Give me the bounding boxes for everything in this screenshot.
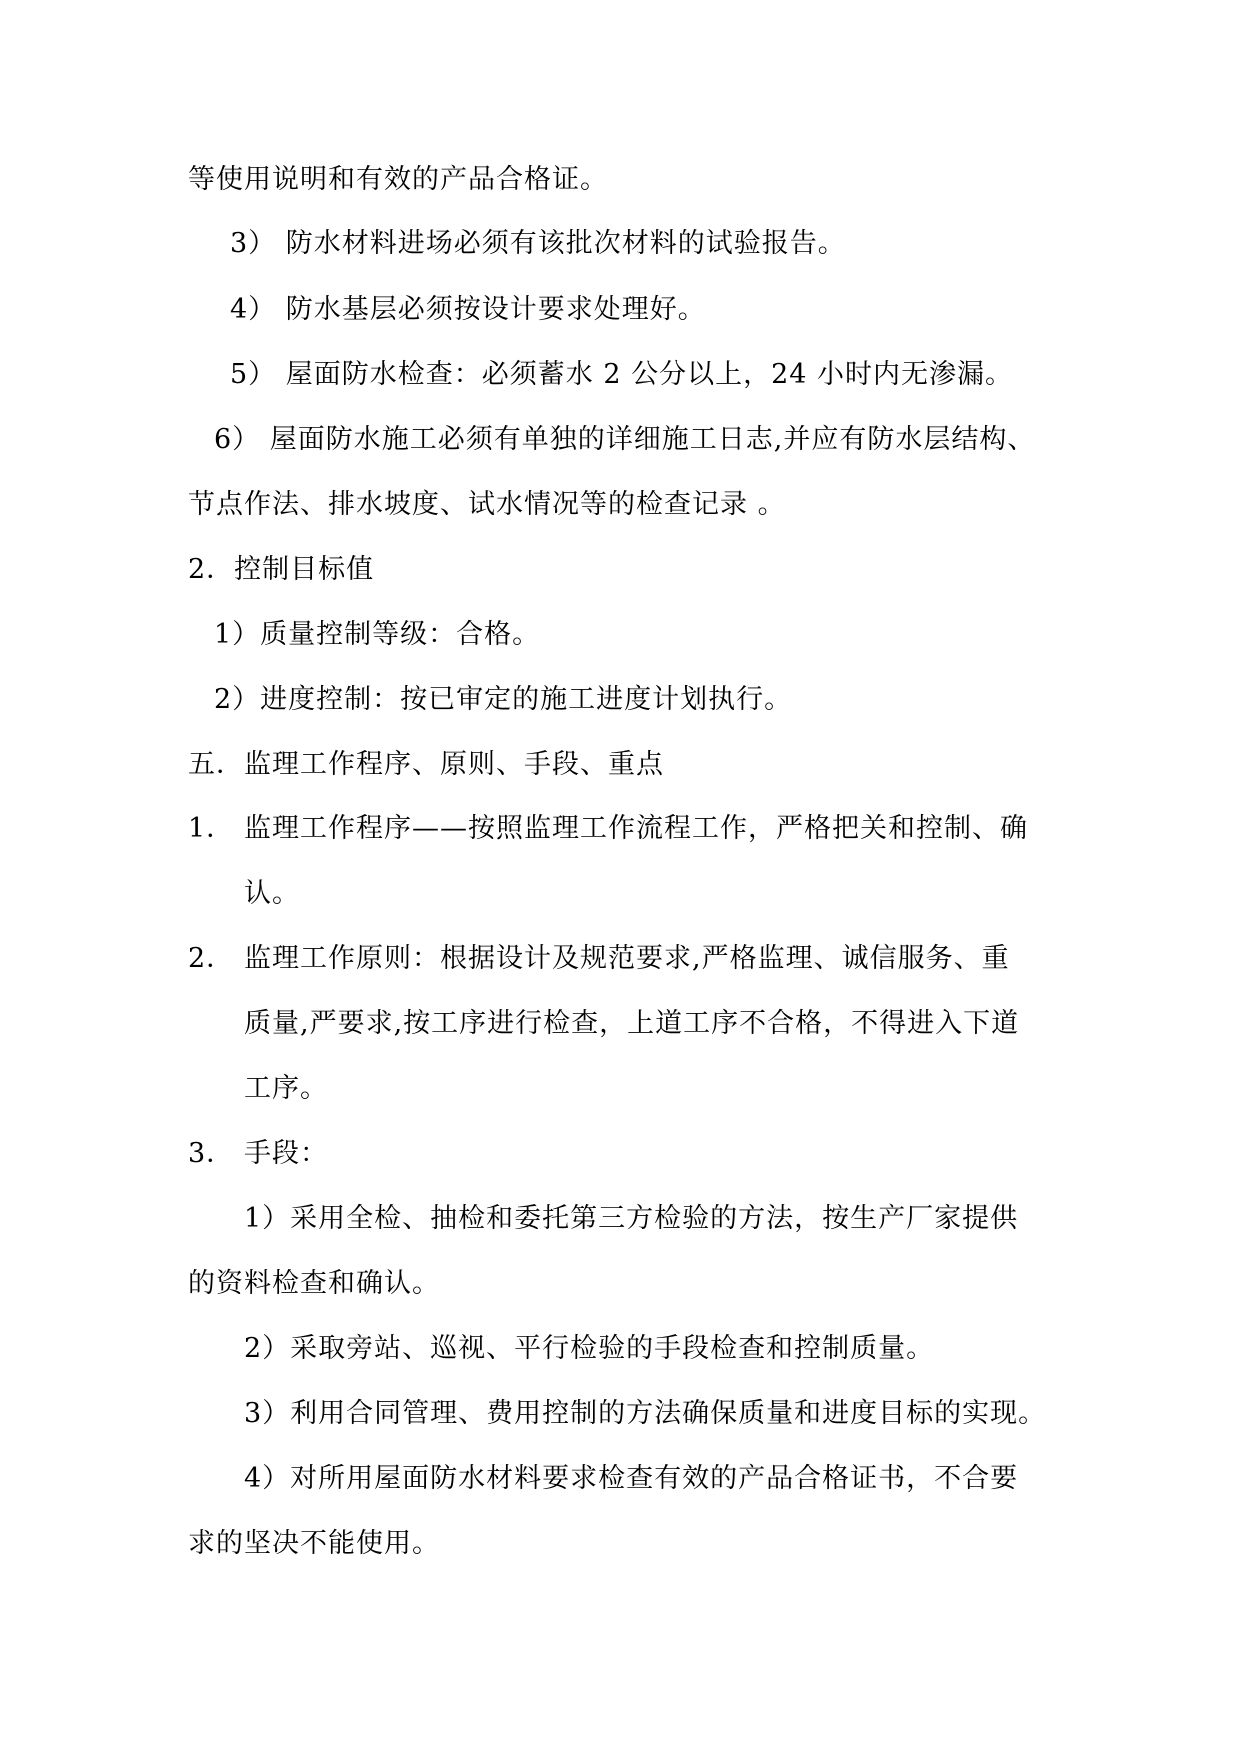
list-item-6: 6） 屋面防水施工必须有单独的详细施工日志,并应有防水层结构、	[214, 424, 1036, 455]
list-item-principle-cont: 质量,严要求,按工序进行检查，上道工序不合格，不得进入下道	[244, 1008, 1020, 1039]
list-item-progress: 2）进度控制：按已审定的施工进度计划执行。	[214, 684, 793, 715]
list-item-principle: 监理工作原则：根据设计及规范要求,严格监理、诚信服务、重	[244, 943, 1010, 974]
means-item-2: 2）采取旁站、巡视、平行检验的手段检查和控制质量。	[244, 1333, 935, 1364]
means-item-1: 1）采用全检、抽检和委托第三方检验的方法，按生产厂家提供	[244, 1203, 1019, 1234]
list-item-procedure: 监理工作程序——按照监理工作流程工作，严格把关和控制、确	[244, 813, 1028, 844]
means-item-4-cont: 求的坚决不能使用。	[188, 1528, 440, 1559]
list-item-principle-cont: 工序。	[244, 1073, 328, 1104]
list-item-3: 3） 防水材料进场必须有该批次材料的试验报告。	[230, 228, 846, 259]
list-number-2: 2．	[188, 943, 235, 974]
list-number-1: 1．	[188, 813, 235, 844]
paragraph-line: 等使用说明和有效的产品合格证。	[188, 164, 608, 195]
list-item-4: 4） 防水基层必须按设计要求处理好。	[230, 294, 706, 325]
list-item-means: 手段：	[244, 1138, 328, 1169]
chapter-heading: 五．监理工作程序、原则、手段、重点	[188, 749, 664, 780]
section-heading: 2．控制目标值	[188, 554, 375, 585]
list-number-3: 3．	[188, 1138, 235, 1169]
paragraph-line: 节点作法、排水坡度、试水情况等的检查记录 。	[188, 489, 786, 520]
means-item-3: 3）利用合同管理、费用控制的方法确保质量和进度目标的实现。	[244, 1398, 1047, 1429]
list-item-quality: 1）质量控制等级：合格。	[214, 619, 541, 650]
means-item-4: 4）对所用屋面防水材料要求检查有效的产品合格证书，不合要	[244, 1463, 1019, 1494]
list-item-5: 5） 屋面防水检查：必须蓄水 2 公分以上，24 小时内无渗漏。	[230, 359, 1014, 390]
means-item-1-cont: 的资料检查和确认。	[188, 1268, 440, 1299]
list-item-procedure-cont: 认。	[244, 878, 300, 909]
